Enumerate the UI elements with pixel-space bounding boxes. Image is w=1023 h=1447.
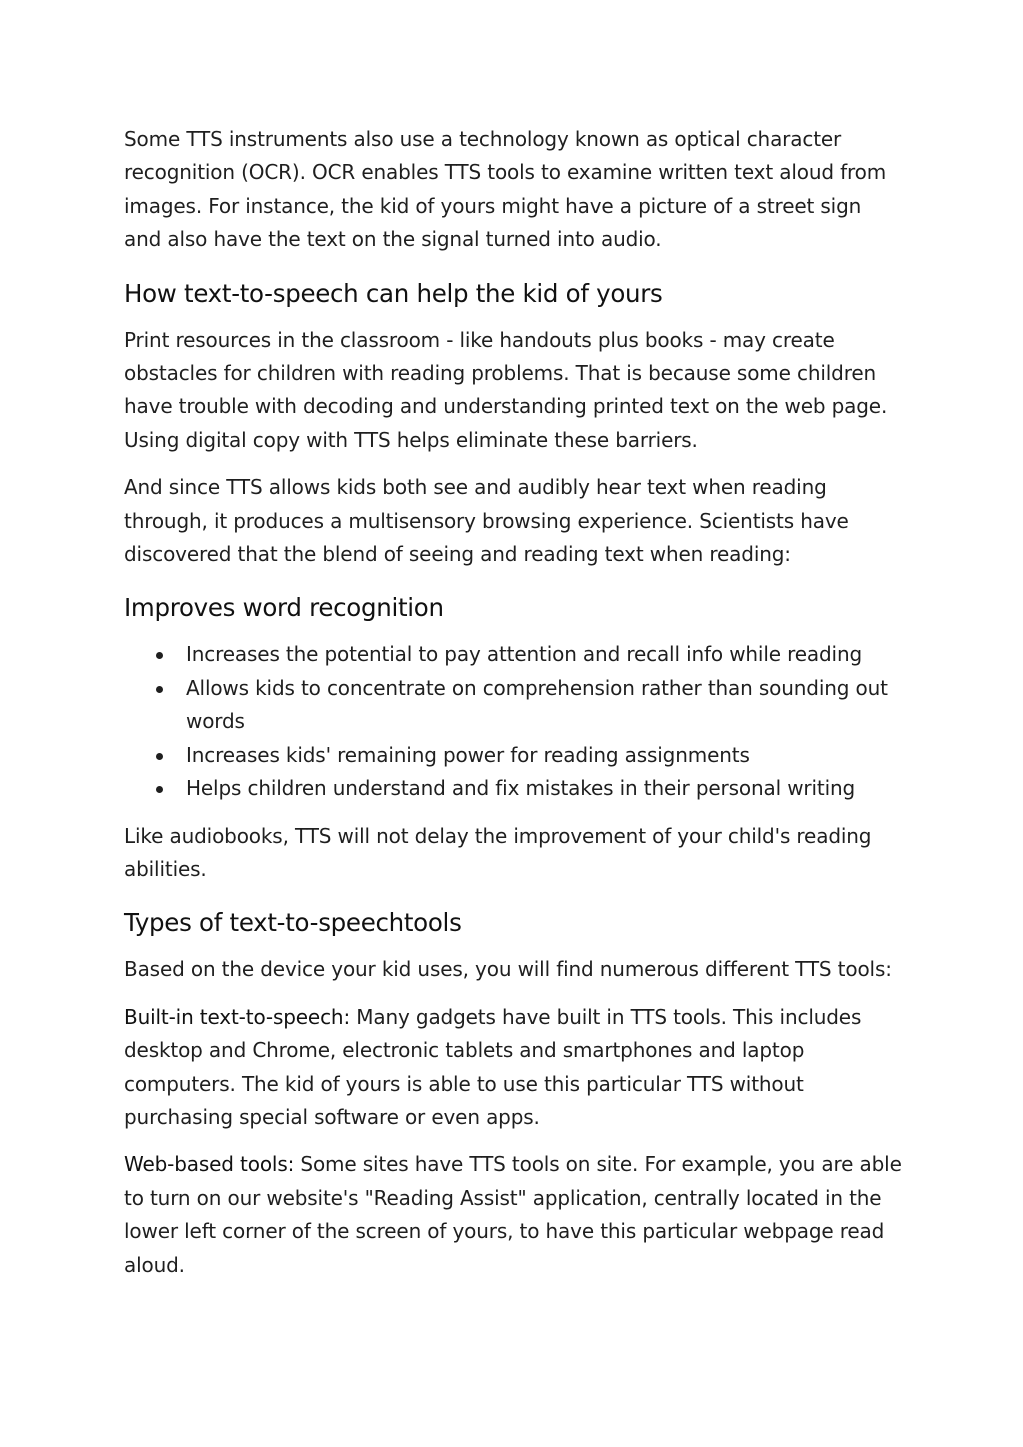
web-based-paragraph [124, 1148, 904, 1282]
bullet-icon [156, 686, 163, 693]
list-item [186, 672, 904, 739]
benefits-list [124, 638, 904, 805]
builtin-tts-paragraph [124, 1001, 904, 1135]
web-based-label: Web-based tools: [124, 1152, 295, 1177]
heading-word-recognition: Improves word recognition [124, 593, 444, 623]
web-based-text: Some sites have TTS tools on site. For example, you are able to turn on our website's "Reading Assist" application, centrally located in the lower left corner of the screen of yours, to have this particular webpage read aloud. [124, 1152, 902, 1277]
list-item-text: Allows kids to concentrate on comprehension rather than sounding out words [186, 675, 888, 734]
document-page [124, 123, 904, 1296]
heading-types-of-tts: Types of text-to-speechtools [124, 908, 462, 938]
list-item [186, 739, 904, 772]
bullet-icon [156, 786, 163, 793]
bullet-icon [156, 753, 163, 760]
list-item-text: Helps children understand and fix mistakes in their personal writing [186, 776, 856, 801]
bullet-icon [156, 652, 163, 659]
print-resources-paragraph: Print resources in the classroom - like handouts plus books - may create obstacles for children with reading problems. That is because some children have trouble with decoding and understanding printed text on the web page. Using digital copy with TTS helps eliminate these barriers. [124, 327, 888, 452]
builtin-tts-text: Many gadgets have built in TTS tools. This includes desktop and Chrome, electronic tablets and smartphones and laptop computers. The kid of yours is able to use this particular TTS without purchasing special software or even apps. [124, 1004, 862, 1129]
list-item [186, 638, 904, 671]
device-paragraph: Based on the device your kid uses, you will find numerous different TTS tools: [124, 957, 892, 982]
ocr-paragraph: Some TTS instruments also use a technology known as optical character recognition (OCR). OCR enables TTS tools to examine written text aloud from images. For instance, the kid of yours might have a picture of a street sign and also have the text on the signal turned into audio. [124, 127, 887, 252]
multisensory-paragraph: And since TTS allows kids both see and audibly hear text when reading through, it produces a multisensory browsing experience. Scientists have discovered that the blend of seeing and reading text when reading: [124, 475, 849, 567]
list-item [186, 772, 904, 805]
audiobooks-paragraph: Like audiobooks, TTS will not delay the improvement of your child's reading abilities. [124, 823, 872, 881]
heading-how-tts-helps: How text-to-speech can help the kid of yours [124, 278, 663, 308]
list-item-text: Increases kids' remaining power for reading assignments [186, 742, 750, 767]
builtin-tts-label: Built-in text-to-speech: [124, 1004, 351, 1029]
list-item-text: Increases the potential to pay attention and recall info while reading [186, 642, 863, 667]
